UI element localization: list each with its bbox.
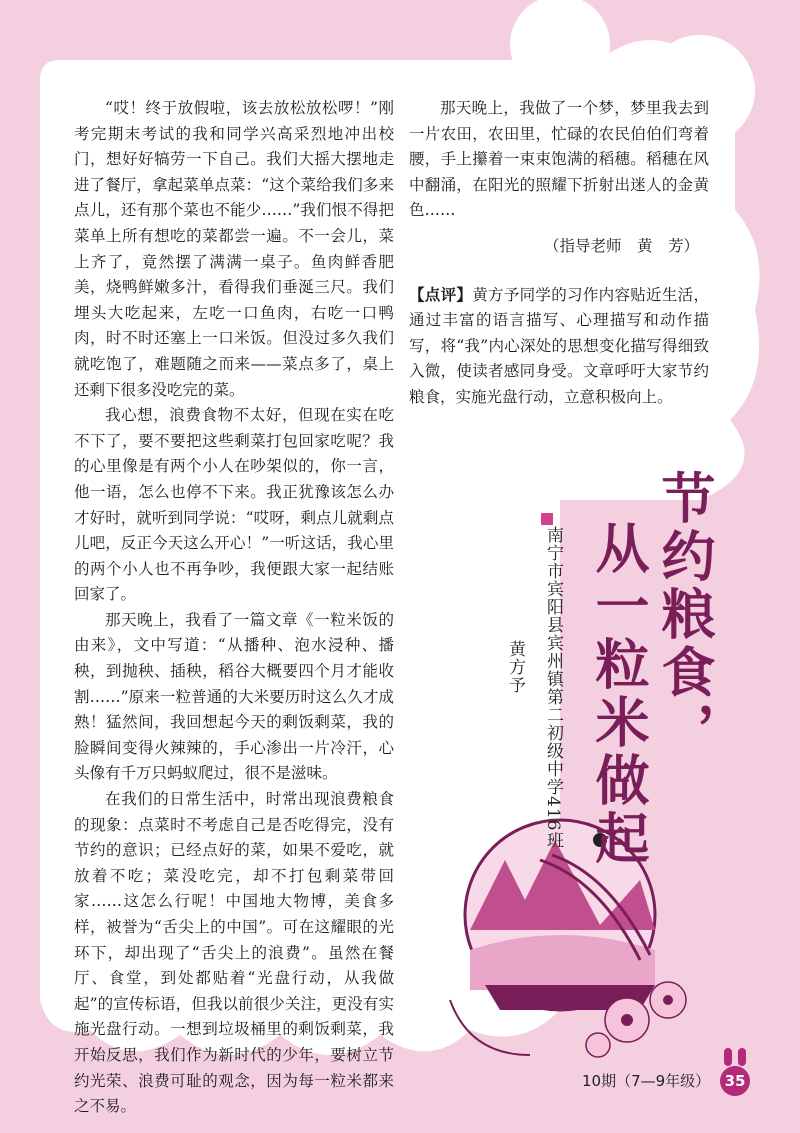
byline-marker (541, 513, 553, 525)
comment (409, 282, 709, 411)
rabbit-ear-icon (724, 1048, 732, 1066)
rabbit-ear-icon (738, 1048, 746, 1066)
paragraph: “哎！终于放假啦，该去放松放松啰！”刚考完期末考试的我和同学兴高采烈地冲出校门，想好好犒劳一下自己。我们大摇大摆地走进了餐厅，拿起菜单点菜：“这个菜给我们多来点儿，还有那个菜也不能少……”我们恨不得把菜单上所有想吃的菜都尝一遍。不一会儿，菜上齐了，竟然摆了满满一桌子。鱼肉鲜香肥美，烧鸭鲜嫩多汁，看得我们垂涎三尺。我们埋头大吃起来，左吃一口鱼肉，右吃一口鸭肉，时不时还塞上一口米饭。但没过多久我们就吃饱了，难题随之而来——菜点多了，桌上还剩下很多没吃完的菜。 (74, 99, 394, 399)
title-line-1: 节约粮食， (653, 470, 717, 760)
teacher-credit: （指导老师 黄 芳） (543, 236, 699, 255)
page-number: 35 (720, 1066, 750, 1096)
issue-label: 10期（7—9年级） (582, 1072, 711, 1090)
left-column (74, 96, 394, 1120)
author-school: 南宁市宾阳县宾州镇第二初级中学416班 (543, 526, 563, 850)
comment-tag: 【点评】 (409, 284, 473, 304)
title-line-2: 从一粒米做起 (587, 520, 651, 868)
paragraph: 那天晚上，我做了一个梦，梦里我去到一片农田，农田里，忙碌的农民伯伯们弯着腰，手上攥着一束束饱满的稻穗。稻穗在风中翻涌，在阳光的照耀下折射出迷人的金黄色…… (409, 99, 709, 220)
author-name: 黄方予 (505, 640, 525, 694)
comment-text: 黄方予同学的习作内容贴近生活，通过丰富的语言描写、心理描写和动作描写，将“我”内心深处的思想变化描写得细致入微，使读者感同身受。文章呼吁大家节约粮食，实施光盘行动，立意积极向上。 (409, 285, 709, 406)
paragraph: 我心想，浪费食物不太好，但现在实在吃不下了，要不要把这些剩菜打包回家吃呢？我的心里像是有两个小人在吵架似的，你一言，他一语，怎么也停不下来。我正犹豫该怎么办才好时，就听到同学说：“哎呀，剩点儿就剩点儿吧，反正今天这么开心！”一听这话，我心里的两个小人也不再争吵，我便跟大家一起结账回家了。 (74, 406, 394, 604)
right-column (409, 96, 709, 411)
paragraph: 那天晚上，我看了一篇文章《一粒米饭的由来》，文中写道：“从播种、泡水浸种、播秧，到抛秧、插秧，稻谷大概要四个月才能收割……”原来一粒普通的大米要历时这么久才成熟！猛然间，我回想起今天的剩饭剩菜，我的脸瞬间变得火辣辣的，手心渗出一片冷汗，心头像有千万只蚂蚁爬过，很不是滋味。 (74, 610, 394, 783)
article-title (580, 470, 720, 870)
paragraph: 在我们的日常生活中，时常出现浪费粮食的现象：点菜时不考虑自己是否吃得完，没有节约的意识；已经点好的菜，如果不爱吃，就放着不吃；菜没吃完，却不打包剩菜带回家……这怎么行呢！中国地大物博，美食多样，被誉为“舌尖上的中国”。可在这耀眼的光环下，却出现了“舌尖上的浪费”。虽然在餐厅、食堂，到处都贴着“光盘行动，从我做起”的宣传标语，但我以前很少关注，更没有实施光盘行动。一想到垃圾桶里的剩饭剩菜，我开始反思，我们作为新时代的少年，要树立节约光荣、浪费可耻的观念，因为每一粒米都来之不易。 (74, 790, 394, 1116)
